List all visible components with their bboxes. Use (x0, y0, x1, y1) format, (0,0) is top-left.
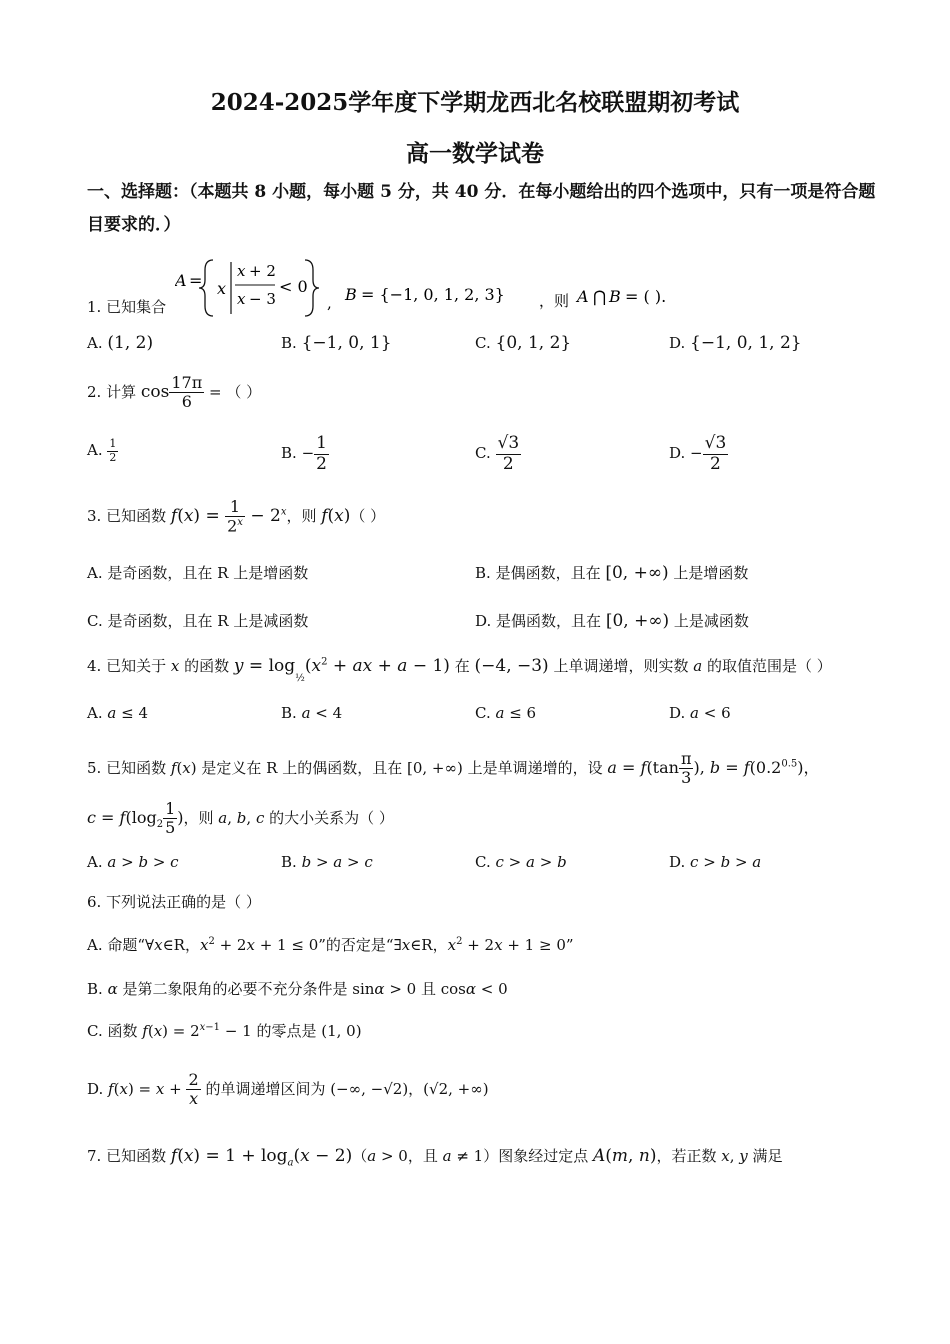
question-4-option-c[interactable]: C. a ≤ 6 (475, 704, 537, 722)
svg-text:A: A (175, 271, 187, 290)
question-3-option-c[interactable]: C. 是奇函数，且在 R 上是减函数 (87, 612, 309, 630)
question-4: 4. 已知关于 x 的函数 $y = \log_{\frac{1}{2}}(x^2$ + ax + a − 1) 在 (−4, −3) 上单调递增，则实数 a 的取值范围是（ ） (87, 656, 832, 684)
svg-text:A: A (577, 287, 589, 306)
question-1-option-b[interactable]: B. {−1, 0, 1} (281, 333, 392, 353)
question-1-number: 1. 已知集合 (87, 298, 167, 316)
svg-text:,: , (327, 294, 332, 312)
question-6-option-d[interactable]: D. f(x) = x + $\frac{2}{x}$ 的单调递增区间为 (−∞, −√2)，(√2, +∞) (87, 1070, 489, 1109)
question-3-option-a[interactable]: A. 是奇函数，且在 R 上是增函数 (87, 564, 309, 582)
question-5: 5. 已知函数 f(x) 是定义在 R 上的偶函数，且在 [0, +∞) 上是单调递增的，设 a = f(tan $\frac{\pi}{3}$ ), $b = f(0.2^{0.5})$， (87, 749, 820, 788)
svg-text:=: = (189, 271, 203, 290)
svg-text:B: B (345, 285, 357, 304)
question-5-option-a[interactable]: A. a > b > c (87, 853, 179, 871)
question-3: 3. 已知函数 f(x) = $\frac{1}{2^x}$ − $2^x$，则 f(x)（ ） (87, 497, 386, 536)
question-5-option-c[interactable]: C. c > a > b (475, 853, 567, 871)
svg-text:B: B (609, 287, 621, 306)
question-2-option-d[interactable]: D. − $\frac{√3}{2}$ (669, 433, 727, 474)
question-6-option-a[interactable]: A. 命题“∀x∈R，$x^2 + 2x + 1 \le 0$”的否定是“∃x∈R，$x^2 + 2x + 1 \ge 0$” (87, 936, 574, 954)
question-2-option-a[interactable]: A. $\frac{1}{2}$ (87, 437, 117, 464)
exam-subtitle: 高一数学试卷 (406, 140, 544, 167)
question-2: 2. 计算 cos $\frac{17\pi}{6}$ = （ ） (87, 373, 262, 412)
question-6-option-b[interactable]: B. α 是第二象限角的必要不充分条件是 sinα > 0 且 cosα < 0 (87, 980, 508, 998)
question-1-option-a[interactable]: A. (1, 2) (87, 333, 154, 353)
question-6: 6. 下列说法正确的是（ ） (87, 893, 261, 911)
question-3-option-b[interactable]: B. 是偶函数，且在 [0, +∞) 上是增函数 (475, 563, 749, 583)
section-heading: 一、选择题：（本题共 8 小题，每小题 5 分，共 40 分．在每小题给出的四个选项中，只有一项是符合题目要求的．） (87, 182, 876, 235)
question-2-option-c[interactable]: C. $\frac{√3}{2}$ (475, 433, 520, 474)
svg-text:x: x (237, 290, 246, 308)
question-4-option-d[interactable]: D. a < 6 (669, 704, 731, 722)
question-4-option-a[interactable]: A. a ≤ 4 (87, 704, 148, 722)
svg-text:⋂: ⋂ (593, 287, 607, 306)
svg-text:，则: ，则 (539, 292, 570, 310)
set-expression-a (175, 256, 720, 320)
question-6-option-c[interactable]: C. 函数 $f(x) = 2^{x-1} - 1$ 的零点是 (1, 0) (87, 1022, 362, 1040)
question-2-option-b[interactable]: B. − $\frac{1}{2}$ (281, 433, 327, 474)
question-5-option-d[interactable]: D. c > b > a (669, 853, 762, 871)
svg-text:< 0: < 0 (279, 277, 308, 296)
question-1-option-c[interactable]: C. {0, 1, 2} (475, 333, 572, 353)
question-5-line-2: $c = f(\log_2$ $\frac{1}{5}$ )，则 a, b, c 的大小关系为（ ） (87, 799, 394, 838)
svg-text:x: x (237, 262, 246, 280)
question-7: 7. 已知函数 $f(x) = 1 + \log_a(x - 2)(a > 0$，且 a ≠ 1）图象经过定点 A(m, n)，若正数 x, y 满足 (87, 1146, 783, 1169)
exam-title: 2024-2025学年度下学期龙西北名校联盟期初考试 (210, 89, 740, 116)
question-1-option-d[interactable]: D. {−1, 0, 1, 2} (669, 333, 802, 353)
svg-text:+ 2: + 2 (249, 262, 276, 280)
svg-text:x: x (217, 279, 227, 298)
question-4-option-b[interactable]: B. a < 4 (281, 704, 343, 722)
question-3-option-d[interactable]: D. 是偶函数，且在 [0, +∞) 上是减函数 (475, 611, 749, 631)
question-1-math (175, 256, 720, 324)
question-5-option-b[interactable]: B. b > a > c (281, 853, 373, 871)
svg-text:= {−1, 0, 1, 2, 3}: = {−1, 0, 1, 2, 3} (361, 285, 505, 304)
svg-text:− 3: − 3 (249, 290, 276, 308)
svg-text:= ( ).: = ( ). (625, 287, 667, 306)
